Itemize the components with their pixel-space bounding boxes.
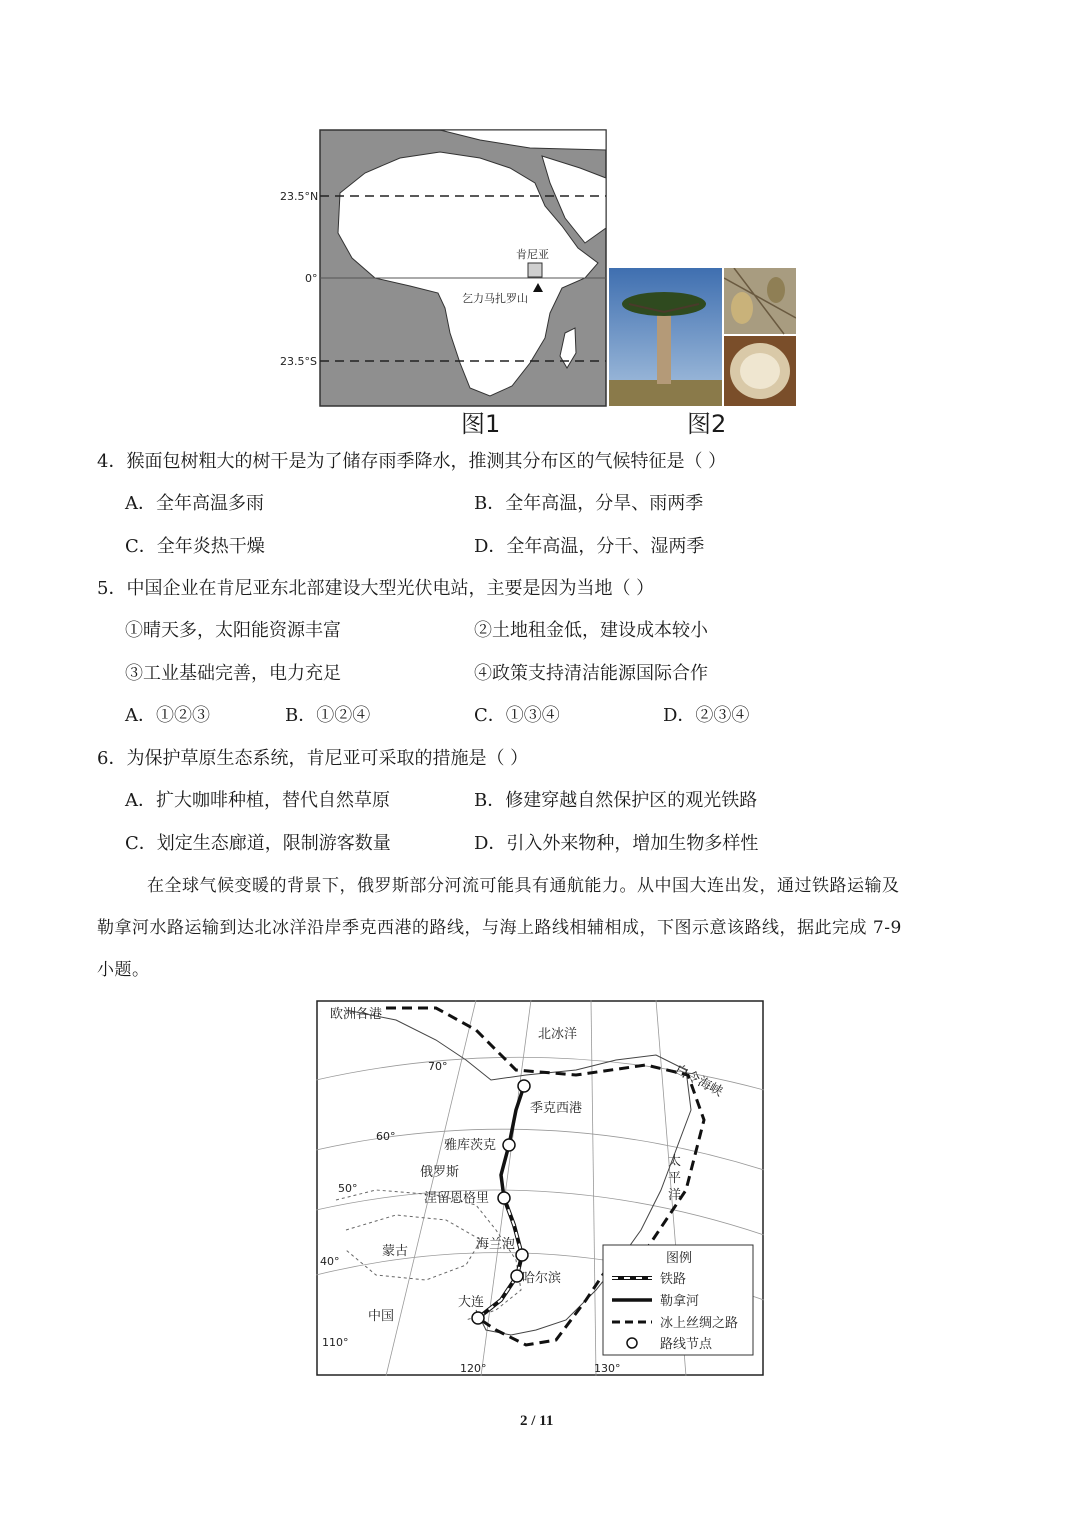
passage-line-2: 勒拿河水路运输到达北冰洋沿岸季克西港的路线，与海上路线相辅相成，下图示意该路线，据此完成 7-9: [97, 918, 902, 938]
node-tiksi: [518, 1080, 530, 1092]
question-4-stem: 4．猴面包树粗大的树干是为了储存雨季降水，推测其分布区的气候特征是（ ）: [97, 451, 727, 472]
q6-option-d: D．引入外来物种，增加生物多样性: [474, 833, 759, 854]
arctic-ocean-label: 北冰洋: [538, 1027, 578, 1042]
node-label-blagoveshchensk: 海兰泡: [476, 1237, 516, 1252]
node-dalian: [472, 1312, 484, 1324]
lat-south-label: 23.5°S: [280, 355, 317, 368]
q5-statement-2: ②土地租金低，建设成本较小: [474, 620, 708, 641]
kenya-region: [528, 263, 542, 277]
q6-option-b: B．修建穿越自然保护区的观光铁路: [474, 790, 758, 811]
bering-strait-label: 白令海峡: [672, 1062, 726, 1100]
node-blagoveshchensk: [516, 1249, 528, 1261]
q5-statement-4: ④政策支持清洁能源国际合作: [474, 663, 708, 684]
lat70-label: 70°: [428, 1060, 448, 1073]
q5-statement-1: ①晴天多，太阳能资源丰富: [125, 620, 341, 641]
q5-option-b: B．①②④: [285, 705, 371, 726]
node-yakutsk: [503, 1139, 515, 1151]
lat40-label: 40°: [320, 1255, 340, 1268]
node-neryungri: [498, 1192, 510, 1204]
legend-ice-road-label: 冰上丝绸之路: [660, 1316, 739, 1331]
pacific-ocean-label-2: 平: [668, 1171, 682, 1186]
question-5-stem: 5．中国企业在肯尼亚东北部建设大型光伏电站，主要是因为当地（ ）: [97, 578, 655, 599]
q4-option-d: D．全年高温，分干、湿两季: [474, 536, 705, 557]
legend-railway-label: 铁路: [660, 1272, 687, 1287]
q5-option-d: D．②③④: [663, 705, 750, 726]
kilimanjaro-label: 乞力马扎罗山: [462, 292, 528, 305]
node-label-harbin: 哈尔滨: [522, 1271, 562, 1286]
lon120-label: 120°: [460, 1362, 487, 1375]
russia-label: 俄罗斯: [420, 1165, 460, 1180]
q4-option-c: C．全年炎热干燥: [125, 536, 265, 557]
africa-map-figure: [280, 128, 610, 408]
q4-option-b: B．全年高温，分旱、雨两季: [474, 493, 704, 514]
map-legend: [603, 1245, 753, 1355]
figure-2-caption: 图2: [687, 410, 727, 438]
lat-north-label: 23.5°N: [280, 190, 319, 203]
china-label: 中国: [368, 1309, 395, 1324]
lat-equator-label: 0°: [305, 272, 318, 285]
figure-1-caption: 图1: [461, 410, 501, 438]
node-label-yakutsk: 雅库茨克: [444, 1138, 497, 1153]
baobab-photo: [609, 268, 722, 406]
legend-lena-label: 勒拿河: [660, 1294, 700, 1309]
baobab-fruit-photo: [724, 268, 796, 406]
node-label-tiksi: 季克西港: [530, 1101, 583, 1116]
route-map-figure: [316, 1000, 764, 1376]
legend-node-symbol: [627, 1338, 637, 1348]
lon130-label: 130°: [594, 1362, 621, 1375]
passage-line-1: 在全球气候变暖的背景下，俄罗斯部分河流可能具有通航能力。从中国大连出发，通过铁路运输及: [147, 876, 900, 896]
pacific-ocean-label-3: 洋: [668, 1188, 682, 1203]
passage-line-3: 小题。: [97, 960, 150, 980]
q5-option-c: C．①③④: [474, 705, 560, 726]
legend-nodes-label: 路线节点: [660, 1337, 713, 1352]
page-number: 2 / 11: [520, 1413, 554, 1429]
q4-option-a: A．全年高温多雨: [125, 493, 264, 514]
europe-ports-label: 欧洲各港: [330, 1007, 383, 1022]
q6-option-c: C．划定生态廊道，限制游客数量: [125, 833, 391, 854]
question-6-stem: 6．为保护草原生态系统，肯尼亚可采取的措施是（ ）: [97, 748, 529, 769]
lon110-label: 110°: [322, 1336, 349, 1349]
q5-statement-3: ③工业基础完善，电力充足: [125, 663, 341, 684]
node-label-dalian: 大连: [458, 1295, 485, 1310]
pacific-ocean-label-1: 太: [668, 1154, 682, 1169]
kenya-label: 肯尼亚: [516, 248, 549, 261]
node-label-neryungri: 涅留恩格里: [424, 1191, 490, 1206]
lat50-label: 50°: [338, 1182, 358, 1195]
lat60-label: 60°: [376, 1130, 396, 1143]
mongolia-label: 蒙古: [382, 1244, 409, 1259]
q6-option-a: A．扩大咖啡种植，替代自然草原: [125, 790, 390, 811]
legend-title: 图例: [666, 1251, 693, 1266]
q5-option-a: A．①②③: [125, 705, 210, 726]
